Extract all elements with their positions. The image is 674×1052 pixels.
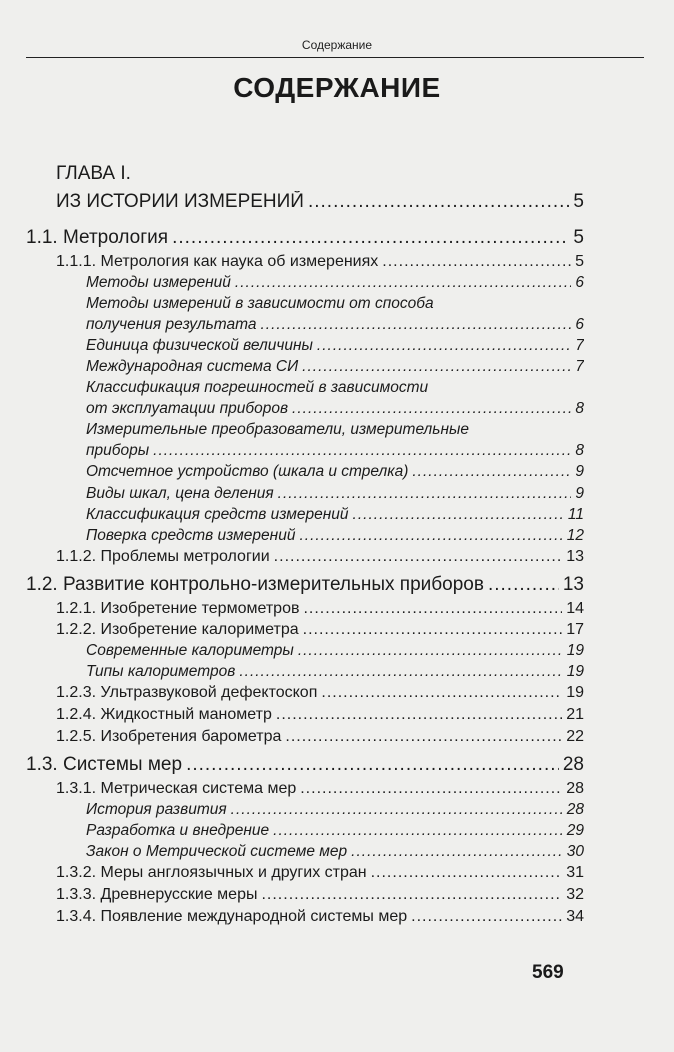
- toc-entry-page: 22: [566, 728, 584, 745]
- toc-entry-topic[interactable]: [86, 527, 584, 545]
- toc-entry-title: 1.2.5. Изобретения барометра: [56, 728, 282, 745]
- leader-dots: [153, 442, 571, 460]
- leader-dots: [303, 600, 562, 618]
- toc-entry-topic[interactable]: [86, 843, 584, 861]
- toc-entry-page: 13: [566, 548, 584, 565]
- leader-dots: [411, 908, 562, 926]
- toc-entry-title: Поверка средств измерений: [86, 527, 296, 544]
- leader-dots: [261, 886, 562, 904]
- toc-entry-title: Разработка и внедрение: [86, 822, 270, 839]
- toc-entry-title-line1: Методы измерений в зависимости от способа: [86, 295, 434, 312]
- toc-entry-topic[interactable]: [86, 316, 584, 334]
- toc-entry-topic[interactable]: [86, 400, 584, 418]
- toc-entry-title: История развития: [86, 801, 227, 818]
- toc-entry-topic[interactable]: [86, 663, 584, 681]
- leader-dots: [172, 227, 569, 249]
- leader-dots: [321, 684, 562, 702]
- leader-dots: [235, 274, 571, 292]
- toc-entry-page: 9: [575, 485, 584, 502]
- toc-entry-page: 28: [566, 801, 584, 818]
- toc-entry-page: 8: [575, 442, 584, 459]
- toc-entry-topic[interactable]: [86, 463, 584, 481]
- toc-entry-topic[interactable]: [86, 801, 584, 819]
- toc-entry-title: 1.2.4. Жидкостный манометр: [56, 706, 272, 723]
- toc-entry-topic[interactable]: [86, 642, 584, 660]
- leader-dots: [382, 253, 571, 271]
- toc-entry-subsection[interactable]: [56, 253, 584, 271]
- toc-entry-title: 1.3.4. Появление международной системы мер: [56, 908, 408, 925]
- toc-entry-page: 19: [566, 684, 584, 701]
- leader-dots: [292, 400, 571, 418]
- toc-entry-topic[interactable]: [86, 442, 584, 460]
- toc-entry-page: 31: [566, 864, 584, 881]
- toc-entry-page: 7: [575, 358, 584, 375]
- toc-entry-page: 29: [566, 822, 584, 839]
- toc-entry-section[interactable]: [26, 754, 584, 776]
- toc-entry-title: приборы: [86, 442, 150, 459]
- toc-entry-title: 1.3. Системы мер: [26, 754, 183, 775]
- toc-entry-subsection[interactable]: [56, 548, 584, 566]
- toc-entry-title: Виды шкал, цена деления: [86, 485, 274, 502]
- leader-dots: [273, 822, 563, 840]
- running-header: Содержание: [301, 38, 373, 52]
- toc-entry-title: Современные калориметры: [86, 642, 294, 659]
- leader-dots: [351, 843, 563, 861]
- leader-dots: [276, 706, 562, 724]
- toc-entry-page: 5: [575, 253, 584, 270]
- toc-entry-page: 34: [566, 908, 584, 925]
- toc-entry-subsection[interactable]: [56, 600, 584, 618]
- toc-entry-page: 5: [573, 191, 584, 212]
- header-rule: [26, 57, 644, 58]
- toc-entry-title: ИЗ ИСТОРИИ ИЗМЕРЕНИЙ: [56, 191, 304, 212]
- toc-entry-subsection[interactable]: [56, 684, 584, 702]
- toc-entry-page: 7: [575, 337, 584, 354]
- toc-entry-page: 28: [566, 780, 584, 797]
- leader-dots: [299, 527, 562, 545]
- toc-entry-page: 14: [566, 600, 584, 617]
- toc-entry-title: 1.2. Развитие контрольно-измерительных приборов: [26, 574, 484, 595]
- leader-dots: [186, 754, 559, 776]
- toc-entry-topic[interactable]: [86, 274, 584, 292]
- toc-entry-title-line1: Измерительные преобразователи, измерительные: [86, 421, 470, 438]
- toc-entry-title: 1.3.1. Метрическая система мер: [56, 780, 297, 797]
- toc-entry-page: 19: [566, 663, 584, 680]
- toc-entry-page: 6: [575, 316, 584, 333]
- toc-entry-title: 1.1.1. Метрология как наука об измерениях: [56, 253, 379, 270]
- toc-entry-title: Международная система СИ: [86, 358, 299, 375]
- toc-entry-title: от эксплуатации приборов: [86, 400, 289, 417]
- toc-entry-title: 1.3.3. Древнерусские меры: [56, 886, 258, 903]
- leader-dots: [488, 574, 559, 596]
- toc-entry-topic[interactable]: [86, 337, 584, 355]
- toc-entry-topic[interactable]: [86, 485, 584, 503]
- leader-dots: [303, 621, 563, 639]
- toc-entry-subsection[interactable]: [56, 728, 584, 746]
- leader-dots: [285, 728, 562, 746]
- toc-entry-page: 17: [566, 621, 584, 638]
- leader-dots: [300, 780, 562, 798]
- toc-entry-title: Классификация средств измерений: [86, 506, 349, 523]
- toc-entry-page: 32: [566, 886, 584, 903]
- toc-entry-page: 12: [566, 527, 584, 544]
- toc-entry-section[interactable]: [26, 574, 584, 596]
- toc-entry-title: Закон о Метрической системе мер: [86, 843, 348, 860]
- chapter-label: ГЛАВА I.: [56, 163, 131, 184]
- toc-entry-title: 1.1.2. Проблемы метрологии: [56, 548, 270, 565]
- toc-entry-page: 9: [575, 463, 584, 480]
- toc-entry-page: 5: [573, 227, 584, 248]
- toc-entry-title: Отсчетное устройство (шкала и стрелка): [86, 463, 409, 480]
- toc-entry-page: 8: [575, 400, 584, 417]
- toc-entry-page: 21: [566, 706, 584, 723]
- page-number: 569: [532, 962, 564, 983]
- toc-entry-title: 1.3.2. Меры англоязычных и других стран: [56, 864, 367, 881]
- toc-entry-title-line1: Классификация погрешностей в зависимости: [86, 379, 429, 396]
- toc-entry-subsection[interactable]: [56, 706, 584, 724]
- toc-entry-chapter[interactable]: [56, 191, 584, 213]
- page-title: СОДЕРЖАНИЕ: [233, 72, 441, 103]
- leader-dots: [231, 801, 563, 819]
- toc-entry-subsection[interactable]: [56, 864, 584, 882]
- toc-entry-subsection[interactable]: [56, 886, 584, 904]
- toc-entry-title: 1.2.3. Ультразвуковой дефектоскоп: [56, 684, 318, 701]
- toc-entry-title: получения результата: [86, 316, 257, 333]
- leader-dots: [412, 463, 571, 481]
- toc-entry-subsection[interactable]: [56, 621, 584, 639]
- toc-entry-page: 19: [566, 642, 584, 659]
- leader-dots: [308, 191, 569, 213]
- toc-entry-page: 6: [575, 274, 584, 291]
- toc-entry-page: 11: [567, 506, 584, 523]
- leader-dots: [274, 548, 563, 566]
- leader-dots: [302, 358, 571, 376]
- leader-dots: [278, 485, 572, 503]
- leader-dots: [298, 642, 563, 660]
- leader-dots: [353, 506, 564, 524]
- toc-entry-title: 1.2.2. Изобретение калориметра: [56, 621, 299, 638]
- leader-dots: [317, 337, 571, 355]
- toc-entry-subsection[interactable]: [56, 780, 584, 798]
- toc-entry-topic[interactable]: [86, 506, 584, 524]
- toc-entry-title: 1.2.1. Изобретение термометров: [56, 600, 300, 617]
- toc-entry-page: 13: [562, 574, 584, 595]
- leader-dots: [371, 864, 563, 882]
- leader-dots: [239, 663, 562, 681]
- toc-entry-title: Единица физической величины: [86, 337, 313, 354]
- toc-entry-page: 28: [562, 754, 584, 775]
- toc-entry-subsection[interactable]: [56, 908, 584, 926]
- toc-entry-section[interactable]: [26, 227, 584, 249]
- toc-entry-page: 30: [566, 843, 584, 860]
- leader-dots: [260, 316, 571, 334]
- toc-entry-title: 1.1. Метрология: [26, 227, 169, 248]
- toc-entry-topic[interactable]: [86, 358, 584, 376]
- toc-entry-title: Методы измерений: [86, 274, 231, 291]
- toc-entry-topic[interactable]: [86, 822, 584, 840]
- toc-entry-title: Типы калориметров: [86, 663, 236, 680]
